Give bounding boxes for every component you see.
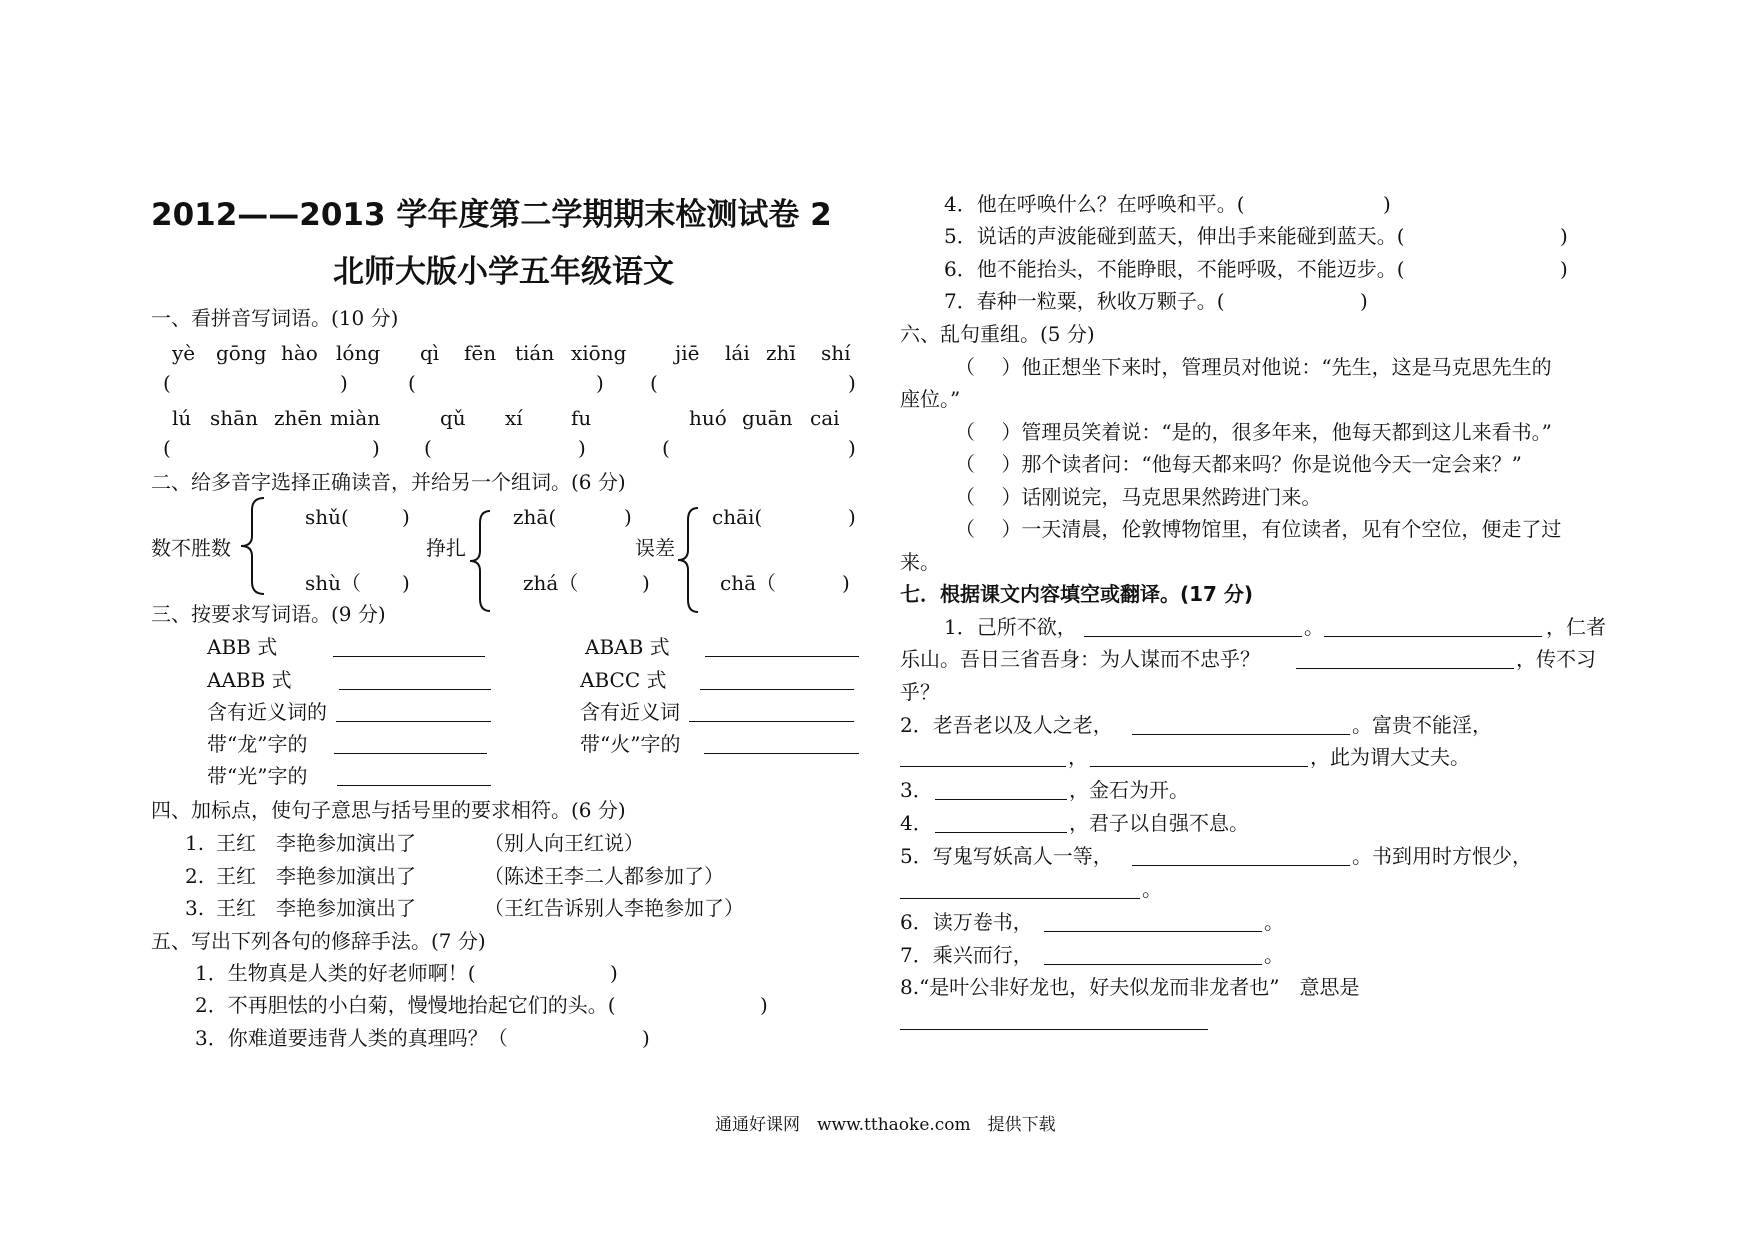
rhetoric-item-1: 1．生物真是人类的好老师啊！( xyxy=(195,961,476,985)
section-1-heading: 一、看拼音写词语。(10 分) xyxy=(151,306,399,330)
fill-text: ，君子以自强不息。 xyxy=(1069,811,1249,835)
reading-option: zhá（ xyxy=(523,571,579,595)
prompt-abcc: ABCC 式 xyxy=(580,668,667,692)
fill-text: 2．老吾老以及人之老， xyxy=(900,713,1113,737)
pinyin: lú xyxy=(172,406,192,430)
paren-right: ) xyxy=(642,571,650,595)
pinyin: cai xyxy=(810,406,840,430)
answer-line[interactable] xyxy=(689,703,854,722)
answer-line[interactable] xyxy=(900,880,1140,899)
pinyin: gōng xyxy=(216,341,267,365)
pinyin: shí xyxy=(821,341,851,365)
fill-text: ，传不习 xyxy=(1516,647,1596,671)
fill-text: 3． xyxy=(900,778,933,802)
item-sentence: 王红 李艳参加演出了 xyxy=(216,831,416,855)
answer-line[interactable] xyxy=(935,814,1067,833)
pinyin: hào xyxy=(281,341,318,365)
answer-line[interactable] xyxy=(333,638,485,657)
answer-line[interactable] xyxy=(705,638,859,657)
answer-line[interactable] xyxy=(700,671,854,690)
item-number: 3. xyxy=(185,896,205,920)
brace-3 xyxy=(676,506,700,614)
prompt-fire: 带“火”字的 xyxy=(580,732,681,756)
prompt-abb: ABB 式 xyxy=(207,635,278,659)
answer-line[interactable] xyxy=(1084,618,1302,637)
paren-right: ) xyxy=(1560,224,1568,248)
item-requirement: （王红告诉别人李艳参加了） xyxy=(484,896,744,920)
pinyin: fu xyxy=(571,406,592,430)
fill-text: 7．乘兴而行， xyxy=(900,943,1033,967)
paren-right: ) xyxy=(578,436,586,460)
rhetoric-item-3: 3．你难道要违背人类的真理吗？（ xyxy=(195,1026,508,1050)
fill-text: ， xyxy=(1068,745,1088,769)
sentence-reorder-line: （ ）管理员笑着说：“是的，很多年来，他每天都到这儿来看书。” xyxy=(955,420,1552,444)
paren-left: ( xyxy=(163,371,171,395)
fill-text: ，此为谓大丈夫。 xyxy=(1310,745,1470,769)
paren-right: ) xyxy=(340,371,348,395)
fill-text: 。 xyxy=(1264,910,1284,934)
answer-line[interactable] xyxy=(339,671,491,690)
sentence-reorder-line: 来。 xyxy=(900,550,940,574)
pinyin: xí xyxy=(505,406,523,430)
item-requirement: （陈述王李二人都参加了） xyxy=(484,864,724,888)
pinyin: lái xyxy=(725,341,750,365)
paren-left: ( xyxy=(408,371,416,395)
answer-line[interactable] xyxy=(1044,913,1262,932)
prompt-aabb: AABB 式 xyxy=(207,668,292,692)
rhetoric-item-6: 6．他不能抬头，不能睁眼，不能呼吸，不能迈步。( xyxy=(944,257,1405,281)
paren-right: ) xyxy=(596,371,604,395)
footer-credit: 通通好课网 www.tthaoke.com 提供下载 xyxy=(715,1115,1056,1135)
section-2-heading: 二、给多音字选择正确读音，并给另一个组词。(6 分) xyxy=(151,470,626,494)
reading-option: chāi( xyxy=(712,505,763,529)
sentence-reorder-line: （ ）一天清晨，伦敦博物馆里，有位读者，见有个空位，便走了过 xyxy=(955,517,1562,541)
fill-text: ，仁者 xyxy=(1546,615,1606,639)
section-4-heading: 四、加标点，使句子意思与括号里的要求相符。(6 分) xyxy=(151,798,626,822)
prompt-synonym: 含有近义词的 xyxy=(207,700,327,724)
pinyin: shān xyxy=(210,406,258,430)
paren-right: ) xyxy=(848,371,856,395)
pinyin: zhī xyxy=(766,341,796,365)
pinyin: miàn xyxy=(330,406,381,430)
paren-left: ( xyxy=(163,436,171,460)
reading-option: shǔ( xyxy=(305,505,349,529)
item-sentence: 王红 李艳参加演出了 xyxy=(216,864,416,888)
answer-line[interactable] xyxy=(1132,847,1350,866)
pinyin: qì xyxy=(420,341,440,365)
fill-text: 4． xyxy=(900,811,933,835)
answer-line[interactable] xyxy=(336,703,491,722)
pinyin: zhēn xyxy=(274,406,323,430)
answer-line[interactable] xyxy=(337,767,491,786)
paren-right: ) xyxy=(372,436,380,460)
fill-text: 。 xyxy=(1264,943,1284,967)
paren-right: ) xyxy=(610,961,618,985)
item-number: 1. xyxy=(185,831,205,855)
paren-right: ) xyxy=(642,1026,650,1050)
prompt-abab: ABAB 式 xyxy=(585,635,670,659)
answer-line[interactable] xyxy=(704,735,859,754)
pinyin: yè xyxy=(172,341,196,365)
fill-text: 。书到用时方恨少， xyxy=(1352,844,1532,868)
fill-text: 1．己所不欲， xyxy=(944,615,1077,639)
pinyin: huó xyxy=(689,406,727,430)
paren-right: ) xyxy=(624,505,632,529)
paren-right: ) xyxy=(848,505,856,529)
prompt-light: 带“光”字的 xyxy=(207,764,308,788)
sentence-reorder-line: 座位。” xyxy=(900,387,961,411)
paren-right: ) xyxy=(402,571,410,595)
section-7-heading: 七．根据课文内容填空或翻译。(17 分) xyxy=(900,582,1254,606)
paren-right: ) xyxy=(1560,257,1568,281)
pinyin: qǔ xyxy=(440,406,466,430)
pinyin: xiōng xyxy=(571,341,627,365)
answer-line[interactable] xyxy=(900,1011,1208,1030)
answer-line[interactable] xyxy=(334,735,487,754)
answer-line[interactable] xyxy=(1132,716,1350,735)
rhetoric-item-7: 7．春种一粒粟，秋收万颗子。( xyxy=(944,289,1225,313)
answer-line[interactable] xyxy=(1324,618,1542,637)
sentence-reorder-line: （ ）他正想坐下来时，管理员对他说：“先生，这是马克思先生的 xyxy=(955,355,1552,379)
exam-subtitle: 北师大版小学五年级语文 xyxy=(333,254,674,290)
answer-line[interactable] xyxy=(935,781,1067,800)
fill-text: ，金石为开。 xyxy=(1069,778,1189,802)
fill-text: 8.“是叶公非好龙也，好夫似龙而非龙者也” 意思是 xyxy=(900,975,1360,999)
prompt-synonym-2: 含有近义词 xyxy=(580,700,680,724)
item-requirement: （别人向王红说） xyxy=(484,831,644,855)
reading-option: chā（ xyxy=(720,571,777,595)
answer-line[interactable] xyxy=(900,748,1066,767)
fill-text: 乎？ xyxy=(900,680,940,704)
paren-right: ) xyxy=(842,571,850,595)
fill-text: 。 xyxy=(1304,615,1324,639)
item-sentence: 王红 李艳参加演出了 xyxy=(216,896,416,920)
item-number: 2. xyxy=(185,864,205,888)
sentence-reorder-line: （ ）话刚说完，马克思果然跨进门来。 xyxy=(955,485,1322,509)
pinyin: tián xyxy=(515,341,555,365)
polyphone-word-1: 数不胜数 xyxy=(151,536,231,560)
fill-text: 乐山。吾日三省吾身：为人谋而不忠乎？ xyxy=(900,647,1260,671)
fill-text: 。富贵不能淫， xyxy=(1352,713,1492,737)
paren-right: ) xyxy=(1383,192,1391,216)
polyphone-word-2: 挣扎 xyxy=(426,536,466,560)
pinyin: guān xyxy=(742,406,793,430)
fill-text: 。 xyxy=(1142,877,1162,901)
pinyin: jiē xyxy=(675,341,700,365)
fill-text: 5．写鬼写妖高人一等， xyxy=(900,844,1113,868)
polyphone-word-3: 误差 xyxy=(635,536,675,560)
reading-option: shù（ xyxy=(305,571,362,595)
paren-right: ) xyxy=(760,993,768,1017)
exam-title: 2012——2013 学年度第二学期期末检测试卷 2 xyxy=(151,197,832,233)
section-3-heading: 三、按要求写词语。(9 分) xyxy=(151,602,386,626)
paren-right: ) xyxy=(402,505,410,529)
sentence-reorder-line: （ ）那个读者问：“他每天都来吗？你是说他今天一定会来？” xyxy=(955,452,1522,476)
reading-option: zhā( xyxy=(513,505,557,529)
paren-left: ( xyxy=(650,371,658,395)
rhetoric-item-2: 2．不再胆怯的小白菊，慢慢地抬起它们的头。( xyxy=(195,993,616,1017)
fill-text: 6．读万卷书， xyxy=(900,910,1033,934)
section-5-heading: 五、写出下列各句的修辞手法。(7 分) xyxy=(151,929,486,953)
brace-1 xyxy=(238,496,268,596)
answer-line[interactable] xyxy=(1044,946,1262,965)
paren-left: ( xyxy=(424,436,432,460)
pinyin: lóng xyxy=(336,341,381,365)
rhetoric-item-5: 5．说话的声波能碰到蓝天，伸出手来能碰到蓝天。( xyxy=(944,224,1405,248)
rhetoric-item-4: 4．他在呼唤什么？在呼唤和平。( xyxy=(944,192,1245,216)
answer-line[interactable] xyxy=(1090,748,1308,767)
section-6-heading: 六、乱句重组。(5 分) xyxy=(900,322,1095,346)
paren-right: ) xyxy=(848,436,856,460)
paren-right: ) xyxy=(1360,289,1368,313)
prompt-dragon: 带“龙”字的 xyxy=(207,732,308,756)
brace-2 xyxy=(468,509,492,613)
pinyin: fēn xyxy=(464,341,497,365)
answer-line[interactable] xyxy=(1296,650,1514,669)
paren-left: ( xyxy=(662,436,670,460)
